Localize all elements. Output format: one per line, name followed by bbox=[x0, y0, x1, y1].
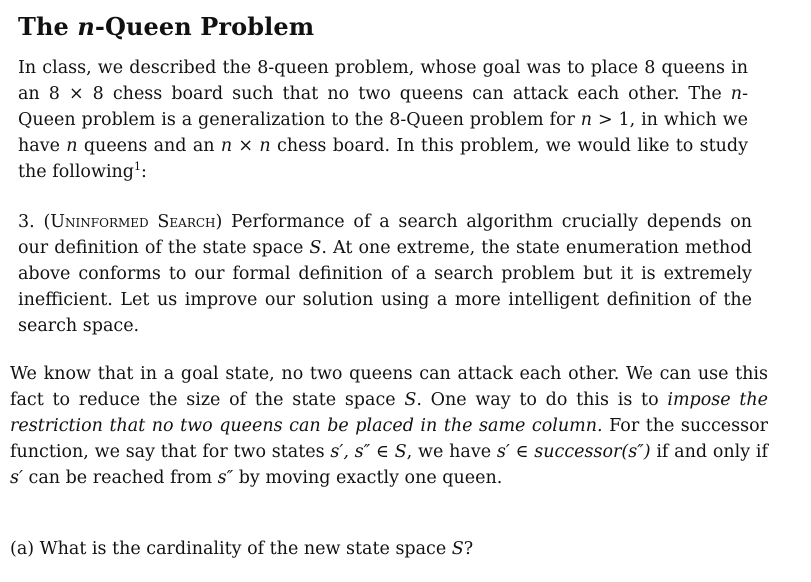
emphasized-restriction: impose the restriction that no two queens can be placed in the same column. bbox=[10, 390, 768, 436]
question-a: (a) What is the cardinality of the new state space S? bbox=[10, 539, 474, 559]
title-variable: n bbox=[77, 12, 95, 41]
section-label: Uninformed Search bbox=[50, 212, 216, 232]
explanation-paragraph: We know that in a goal state, no two queens can attack each other. We can use this fact to reduce the size of the state space S. One way to do this is to impose the restriction that no two queens can be placed in the same column. For the successor function, we say that for two states s′, s″ ∈ S, we have s′ ∈ successor(s″) if and only if s′ can be reached from s″ by moving exactly one queen. bbox=[10, 364, 768, 488]
page-title: The n-Queen Problem bbox=[18, 12, 315, 41]
intro-paragraph: In class, we described the 8-queen problem, whose goal was to place 8 queens in an 8 × 8 chess board such that no two queens can attack each other. The n-Queen problem is a generalization to the 8-Queen problem for n > 1, in which we have n queens and an n × n chess board. In this problem, we would like to study the following$^1$: bbox=[18, 58, 748, 182]
footnote-marker: 1 bbox=[134, 160, 142, 174]
task-paragraph: 3. (Uninformed Search) Performance of a search algorithm crucially depends on our definition of the state space S. At one extreme, the state enumeration method above conforms to our formal definition of a search problem but it is extremely inefficient. Let us improve our solution using a more intelligent definition of the search space. bbox=[18, 212, 752, 336]
